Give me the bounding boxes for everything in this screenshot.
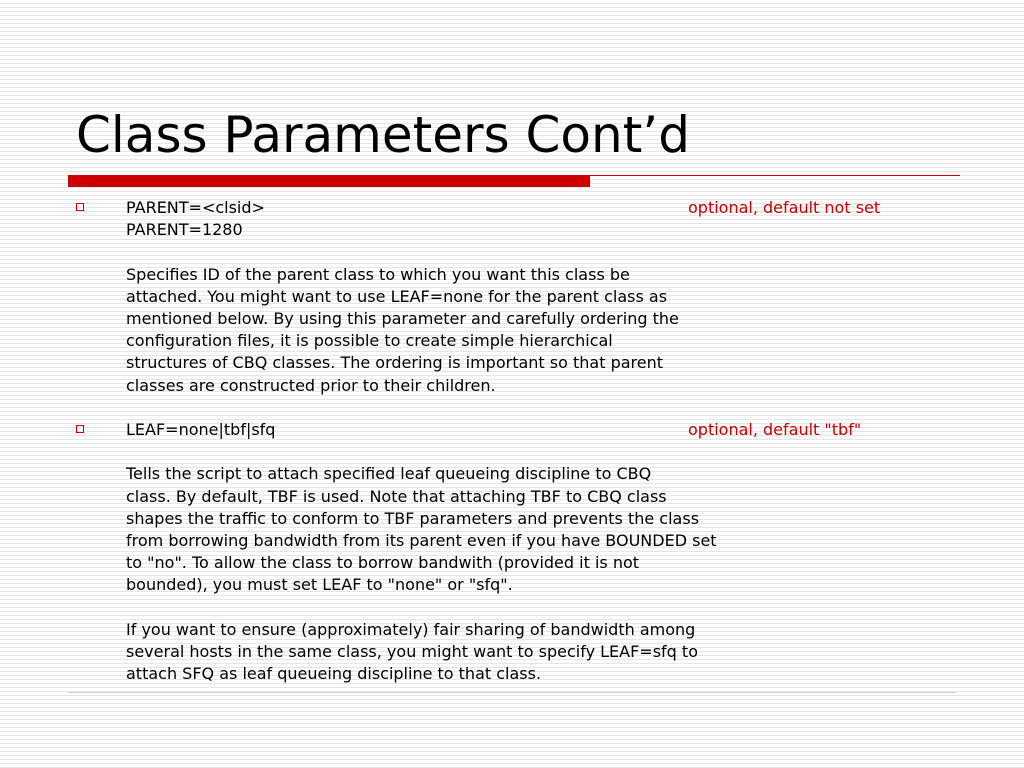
leaf-param-name: LEAF=none|tbf|sfq xyxy=(126,420,276,439)
spacer xyxy=(0,397,1024,419)
spacer xyxy=(0,441,1024,463)
spacer xyxy=(0,597,1024,619)
description-line: structures of CBQ classes. The ordering is important so that parent xyxy=(126,353,664,373)
parent-param-line xyxy=(126,197,1024,219)
description-line: Tells the script to attach specified leaf queueing discipline to CBQ xyxy=(126,464,652,484)
description-line: bounded), you must set LEAF to "none" or "sfq". xyxy=(126,575,513,595)
square-bullet-icon xyxy=(76,425,84,433)
leaf-param-line xyxy=(126,419,1024,441)
description-line: mentioned below. By using this parameter and carefully ordering the xyxy=(126,309,679,328)
slide-title: Class Parameters Cont’d xyxy=(76,106,690,164)
description-line: class. By default, TBF is used. Note that attaching TBF to CBQ class xyxy=(126,486,667,506)
parent-param-name: PARENT=<clsid> xyxy=(126,198,265,217)
description-line: Specifies ID of the parent class to which you want this class be xyxy=(126,264,630,284)
parent-optional-note: optional, default not set xyxy=(688,198,881,217)
description-line: attached. You might want to use LEAF=none for the parent class as xyxy=(126,286,668,306)
description-line: attach SFQ as leaf queueing discipline to that class. xyxy=(126,664,542,684)
leaf-description xyxy=(0,463,1024,596)
title-underline-thin xyxy=(590,175,960,176)
leaf-optional-note: optional, default "tbf" xyxy=(688,420,862,439)
spacer xyxy=(0,241,1024,263)
description-line: classes are constructed prior to their children. xyxy=(126,375,496,395)
description-line: to "no". To allow the class to borrow bandwith (provided it is not xyxy=(126,553,640,573)
bullet-parent xyxy=(0,197,1024,397)
square-bullet-icon xyxy=(76,203,84,211)
bullet-leaf xyxy=(0,419,1024,685)
parent-example: PARENT=1280 xyxy=(126,220,243,240)
leaf-fair-sharing-note xyxy=(0,619,1024,686)
footer-divider xyxy=(68,692,956,693)
description-line: from borrowing bandwidth from its parent even if you have BOUNDED set xyxy=(126,531,717,550)
parent-description xyxy=(0,264,1024,397)
description-line: configuration files, it is possible to create simple hierarchical xyxy=(126,331,613,351)
description-line: shapes the traffic to conform to TBF parameters and prevents the class xyxy=(126,508,700,528)
description-line: If you want to ensure (approximately) fair sharing of bandwidth among xyxy=(126,619,696,639)
title-underline-bar xyxy=(68,175,590,187)
description-line: several hosts in the same class, you might want to specify LEAF=sfq to xyxy=(126,642,698,661)
slide-body xyxy=(0,197,1024,685)
